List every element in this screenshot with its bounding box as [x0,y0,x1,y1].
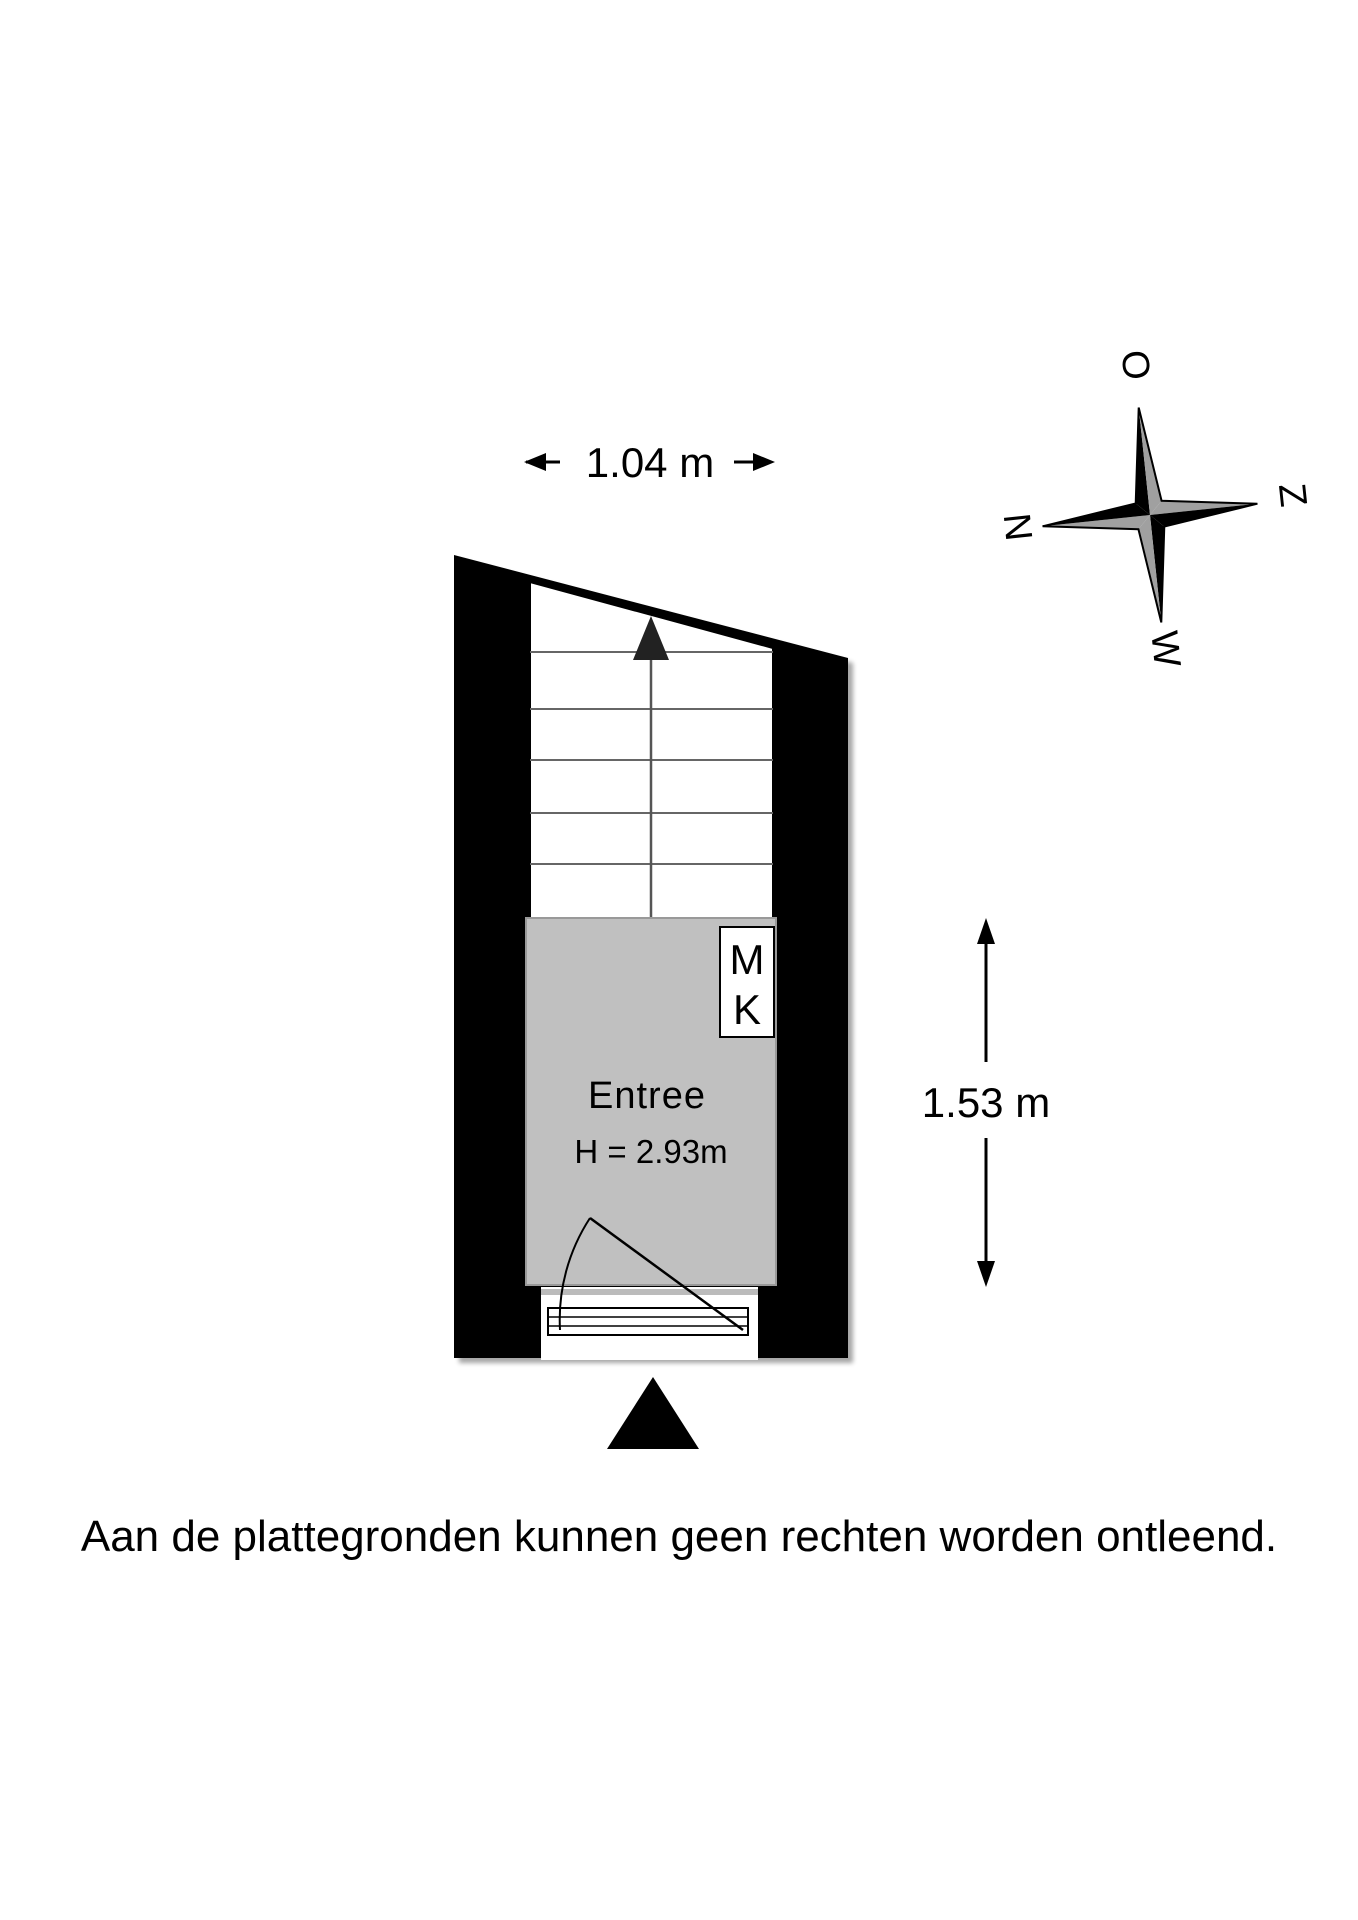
dimension-width-label: 1.04 m [585,439,715,486]
room-name: Entree [588,1075,706,1117]
dimension-depth [922,918,1050,1287]
room-height: H = 2.93m [574,1133,728,1170]
entrance-marker-icon [607,1377,699,1449]
compass-label-right: Z [1269,481,1315,509]
compass-label-left: N [994,511,1040,543]
compass-rose [1031,396,1268,633]
meter-cupboard [720,927,774,1037]
dimension-depth-label: 1.53 m [921,1079,1051,1126]
compass-label-top: O [1112,348,1158,382]
dimension-width [524,439,775,486]
disclaimer-text: Aan de plattegronden kunnen geen rechten worden ontleend. [80,1512,1278,1561]
meter-box-label-k: K [732,986,762,1033]
compass-label-bottom: W [1142,629,1188,670]
meter-box-label-m: M [729,936,765,983]
